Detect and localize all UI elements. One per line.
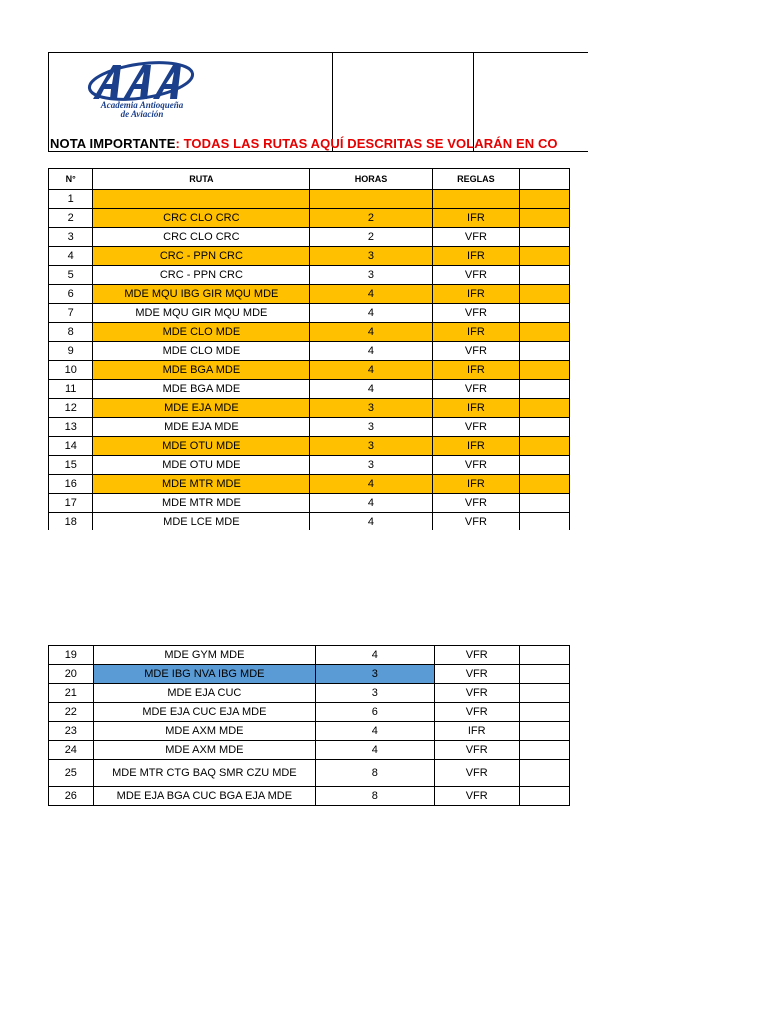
cell-num: 15: [49, 456, 93, 475]
table-row: [49, 304, 570, 323]
routes-table: [48, 168, 570, 530]
table-row: [49, 722, 570, 741]
cell-horas: 3: [310, 399, 432, 418]
cell-num: 2: [49, 209, 93, 228]
cell-extra: [520, 399, 570, 418]
cell-horas: 3: [310, 266, 432, 285]
cell-ruta: MDE CLO MDE: [93, 323, 310, 342]
cell-reglas: IFR: [434, 722, 519, 741]
routes-table-continued: [48, 645, 570, 806]
table-row: [49, 209, 570, 228]
cell-ruta: MDE EJA CUC: [93, 684, 316, 703]
cell-horas: 3: [310, 247, 432, 266]
col-header-ruta: RUTA: [93, 169, 310, 190]
cell-horas: 3: [310, 418, 432, 437]
cell-ruta: MDE MTR MDE: [93, 494, 310, 513]
cell-reglas: VFR: [432, 494, 520, 513]
cell-reglas: VFR: [434, 703, 519, 722]
cell-horas: 4: [316, 722, 434, 741]
cell-ruta: CRC CLO CRC: [93, 209, 310, 228]
cell-num: 5: [49, 266, 93, 285]
table-row: [49, 787, 570, 806]
logo-line1: Academia Antioqueña: [100, 100, 184, 110]
cell-extra: [519, 703, 569, 722]
cell-reglas: VFR: [434, 665, 519, 684]
cell-ruta: MDE BGA MDE: [93, 361, 310, 380]
cell-reglas: VFR: [434, 787, 519, 806]
col-header-reglas: REGLAS: [432, 169, 520, 190]
logo-caption: [87, 101, 197, 119]
cell-num: 1: [49, 190, 93, 209]
cell-ruta: MDE BGA MDE: [93, 380, 310, 399]
cell-reglas: VFR: [432, 266, 520, 285]
cell-ruta: MDE MQU GIR MQU MDE: [93, 304, 310, 323]
cell-horas: 8: [316, 787, 434, 806]
cell-num: 13: [49, 418, 93, 437]
cell-num: 18: [49, 513, 93, 531]
cell-horas: 4: [310, 494, 432, 513]
cell-horas: 4: [316, 741, 434, 760]
cell-reglas: VFR: [434, 760, 519, 787]
cell-reglas: VFR: [434, 741, 519, 760]
cell-extra: [520, 285, 570, 304]
table-row: [49, 399, 570, 418]
cell-extra: [520, 380, 570, 399]
cell-num: 17: [49, 494, 93, 513]
cell-extra: [520, 228, 570, 247]
cell-num: 20: [49, 665, 94, 684]
cell-num: 10: [49, 361, 93, 380]
cell-num: 12: [49, 399, 93, 418]
routes-table-bottom: [48, 645, 570, 810]
cell-horas: 3: [310, 437, 432, 456]
cell-ruta: CRC - PPN CRC: [93, 247, 310, 266]
cell-horas: 3: [310, 456, 432, 475]
cell-reglas: IFR: [432, 437, 520, 456]
cell-reglas: VFR: [432, 342, 520, 361]
cell-extra: [519, 741, 569, 760]
table-row: [49, 494, 570, 513]
cell-extra: [520, 418, 570, 437]
cell-num: 9: [49, 342, 93, 361]
logo-line2: de Aviación: [120, 109, 164, 119]
cell-ruta: MDE GYM MDE: [93, 646, 316, 665]
cell-num: 16: [49, 475, 93, 494]
cell-horas: 2: [310, 228, 432, 247]
cell-horas: 4: [310, 323, 432, 342]
cell-num: 7: [49, 304, 93, 323]
cell-ruta: MDE CLO MDE: [93, 342, 310, 361]
cell-horas: 4: [316, 646, 434, 665]
table-row: [49, 285, 570, 304]
cell-num: 3: [49, 228, 93, 247]
cell-ruta: MDE AXM MDE: [93, 722, 316, 741]
cell-extra: [520, 190, 570, 209]
cell-reglas: VFR: [432, 228, 520, 247]
cell-horas: 4: [310, 380, 432, 399]
cell-horas: 3: [316, 665, 434, 684]
cell-ruta: CRC - PPN CRC: [93, 266, 310, 285]
cell-horas: 6: [316, 703, 434, 722]
col-header-horas: HORAS: [310, 169, 432, 190]
cell-ruta: MDE MQU IBG GIR MQU MDE: [93, 285, 310, 304]
cell-ruta: MDE EJA MDE: [93, 399, 310, 418]
cell-num: 25: [49, 760, 94, 787]
cell-num: 11: [49, 380, 93, 399]
note-text: : TODAS LAS RUTAS AQUÍ DESCRITAS SE VOLARÁN EN CO: [175, 136, 558, 151]
cell-num: 4: [49, 247, 93, 266]
cell-ruta: MDE IBG NVA IBG MDE: [93, 665, 316, 684]
table-row: [49, 380, 570, 399]
cell-reglas: IFR: [432, 323, 520, 342]
table-row: [49, 228, 570, 247]
col-header-extra: [520, 169, 570, 190]
cell-reglas: IFR: [432, 361, 520, 380]
cell-extra: [520, 323, 570, 342]
cell-extra: [520, 513, 570, 531]
cell-horas: 3: [316, 684, 434, 703]
cell-ruta: MDE LCE MDE: [93, 513, 310, 531]
cell-horas: 4: [310, 361, 432, 380]
cell-extra: [519, 787, 569, 806]
table-row: [49, 684, 570, 703]
cell-extra: [519, 646, 569, 665]
cell-horas: 4: [310, 285, 432, 304]
cell-ruta: MDE OTU MDE: [93, 456, 310, 475]
table-row: [49, 190, 570, 209]
cell-reglas: VFR: [434, 646, 519, 665]
cell-horas: 4: [310, 342, 432, 361]
cell-ruta: MDE AXM MDE: [93, 741, 316, 760]
cell-extra: [519, 760, 569, 787]
cell-ruta: [93, 190, 310, 209]
cell-extra: [520, 304, 570, 323]
cell-ruta: MDE OTU MDE: [93, 437, 310, 456]
cell-reglas: VFR: [432, 304, 520, 323]
cell-reglas: IFR: [432, 285, 520, 304]
cell-ruta: CRC CLO CRC: [93, 228, 310, 247]
table-row: [49, 646, 570, 665]
cell-num: 23: [49, 722, 94, 741]
cell-extra: [519, 684, 569, 703]
cell-extra: [519, 722, 569, 741]
table-header-row: [49, 169, 570, 190]
cell-horas: 4: [310, 304, 432, 323]
table-row: [49, 703, 570, 722]
table-row: [49, 437, 570, 456]
cell-num: 26: [49, 787, 94, 806]
cell-reglas: VFR: [432, 456, 520, 475]
cell-horas: 4: [310, 513, 432, 531]
important-note: [50, 136, 570, 151]
table-row: [49, 266, 570, 285]
cell-num: 24: [49, 741, 94, 760]
routes-table-top: [48, 168, 570, 530]
cell-num: 8: [49, 323, 93, 342]
cell-extra: [520, 494, 570, 513]
cell-reglas: IFR: [432, 475, 520, 494]
cell-extra: [520, 247, 570, 266]
cell-num: 21: [49, 684, 94, 703]
cell-ruta: MDE MTR MDE: [93, 475, 310, 494]
cell-extra: [520, 475, 570, 494]
cell-horas: 4: [310, 475, 432, 494]
table-row: [49, 760, 570, 787]
cell-horas: [310, 190, 432, 209]
table-row: [49, 665, 570, 684]
table-row: [49, 361, 570, 380]
cell-reglas: IFR: [432, 209, 520, 228]
cell-horas: 8: [316, 760, 434, 787]
cell-extra: [520, 209, 570, 228]
table-row: [49, 513, 570, 531]
table-row: [49, 323, 570, 342]
cell-ruta: MDE MTR CTG BAQ SMR CZU MDE: [93, 760, 316, 787]
table-row: [49, 342, 570, 361]
cell-reglas: VFR: [432, 418, 520, 437]
cell-ruta: MDE EJA MDE: [93, 418, 310, 437]
cell-num: 14: [49, 437, 93, 456]
note-label: NOTA IMPORTANTE: [50, 136, 176, 151]
cell-ruta: MDE EJA BGA CUC BGA EJA MDE: [93, 787, 316, 806]
cell-num: 19: [49, 646, 94, 665]
cell-reglas: IFR: [432, 399, 520, 418]
cell-extra: [520, 266, 570, 285]
cell-reglas: IFR: [432, 247, 520, 266]
cell-extra: [520, 361, 570, 380]
cell-num: 22: [49, 703, 94, 722]
table-row: [49, 741, 570, 760]
cell-ruta: MDE EJA CUC EJA MDE: [93, 703, 316, 722]
cell-reglas: VFR: [432, 513, 520, 531]
cell-extra: [520, 342, 570, 361]
cell-extra: [520, 456, 570, 475]
cell-extra: [519, 665, 569, 684]
table-row: [49, 247, 570, 266]
cell-num: 6: [49, 285, 93, 304]
table-row: [49, 418, 570, 437]
cell-horas: 2: [310, 209, 432, 228]
cell-reglas: VFR: [434, 684, 519, 703]
table-row: [49, 475, 570, 494]
table-row: [49, 456, 570, 475]
col-header-num: N°: [49, 169, 93, 190]
cell-reglas: VFR: [432, 380, 520, 399]
cell-reglas: [432, 190, 520, 209]
cell-extra: [520, 437, 570, 456]
